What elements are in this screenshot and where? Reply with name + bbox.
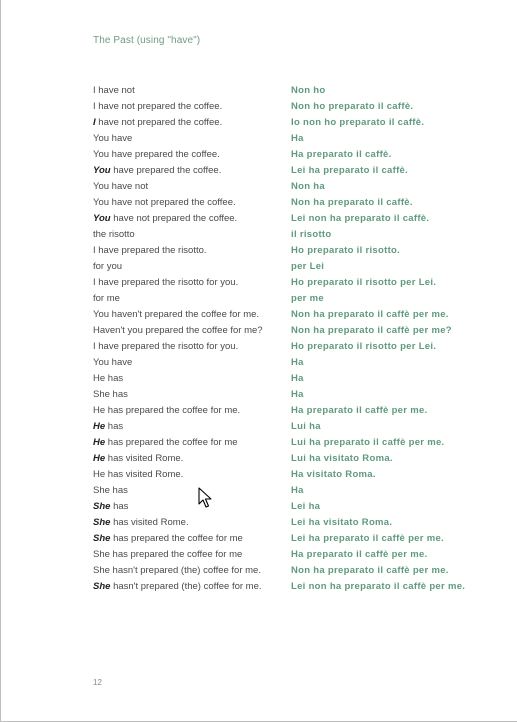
english-phrase (93, 451, 288, 467)
phrase-row (93, 419, 493, 435)
italian-phrase: Ha (291, 357, 304, 368)
emphasized-pronoun: You (93, 165, 111, 176)
english-text: You have prepared the coffee. (93, 149, 220, 160)
phrase-row (93, 483, 493, 499)
english-phrase (93, 115, 288, 131)
phrase-row (93, 243, 493, 259)
italian-phrase: Non ha preparato il caffè per me. (291, 565, 449, 576)
italian-phrase: Non ho preparato il caffè. (291, 101, 414, 112)
english-phrase (93, 579, 288, 595)
emphasized-pronoun: She (93, 533, 111, 544)
english-phrase (93, 147, 288, 163)
english-phrase (93, 371, 288, 387)
english-phrase (93, 403, 288, 419)
english-phrase (93, 211, 288, 227)
english-phrase (93, 483, 288, 499)
english-phrase (93, 179, 288, 195)
phrase-row (93, 323, 493, 339)
english-text: You have (93, 133, 133, 144)
italian-phrase: Non ho (291, 85, 326, 96)
emphasized-pronoun: He (93, 421, 106, 432)
italian-phrase: Ha (291, 485, 304, 496)
english-phrase (93, 99, 288, 115)
italian-phrase: Ho preparato il risotto. (291, 245, 401, 256)
english-phrase (93, 243, 288, 259)
italian-phrase: Non ha preparato il caffè per me? (291, 325, 452, 336)
english-text: have prepared the coffee. (110, 165, 222, 176)
english-text: have not prepared the coffee. (95, 117, 223, 128)
phrase-row (93, 99, 493, 115)
phrase-row (93, 467, 493, 483)
english-phrase (93, 467, 288, 483)
phrase-row (93, 195, 493, 211)
emphasized-pronoun: He (93, 437, 106, 448)
italian-phrase: Non ha (291, 181, 325, 192)
english-text: for you (93, 261, 123, 272)
phrase-list (93, 83, 493, 595)
phrase-row (93, 147, 493, 163)
english-text: has (105, 421, 124, 432)
english-phrase (93, 323, 288, 339)
english-phrase (93, 531, 288, 547)
english-text: hasn't prepared (the) coffee for me. (110, 581, 262, 592)
phrase-row (93, 259, 493, 275)
english-phrase (93, 339, 288, 355)
phrase-row (93, 179, 493, 195)
phrase-row (93, 163, 493, 179)
english-phrase (93, 163, 288, 179)
english-text: Haven't you prepared the coffee for me? (93, 325, 263, 336)
english-phrase (93, 227, 288, 243)
phrase-row (93, 211, 493, 227)
phrase-row (93, 307, 493, 323)
emphasized-pronoun: He (93, 453, 106, 464)
english-phrase (93, 499, 288, 515)
english-phrase (93, 563, 288, 579)
phrase-row (93, 131, 493, 147)
italian-phrase: Ho preparato il risotto per Lei. (291, 341, 437, 352)
english-phrase (93, 275, 288, 291)
english-text: I have not prepared the coffee. (93, 101, 223, 112)
phrase-row (93, 339, 493, 355)
page-number: 12 (93, 678, 102, 687)
italian-phrase: Ha (291, 133, 304, 144)
english-text: has prepared the coffee for me (110, 533, 243, 544)
english-text: She has (93, 485, 128, 496)
italian-phrase: per Lei (291, 261, 325, 272)
english-text: has prepared the coffee for me (105, 437, 238, 448)
english-phrase (93, 515, 288, 531)
english-text: He has (93, 373, 124, 384)
english-text: She hasn't prepared (the) coffee for me. (93, 565, 261, 576)
italian-phrase: Ho preparato il risotto per Lei. (291, 277, 437, 288)
phrase-row (93, 435, 493, 451)
page-header: The Past (using "have") (93, 35, 201, 46)
english-text: You have not prepared the coffee. (93, 197, 236, 208)
english-text: I have not (93, 85, 135, 96)
phrase-row (93, 227, 493, 243)
phrase-row (93, 531, 493, 547)
english-text: You have (93, 357, 133, 368)
italian-phrase: Lei non ha preparato il caffè. (291, 213, 430, 224)
english-phrase (93, 83, 288, 99)
italian-phrase: Lei ha preparato il caffè. (291, 165, 409, 176)
italian-phrase: Lui ha (291, 421, 321, 432)
italian-phrase: Ha preparato il caffè per me. (291, 549, 428, 560)
phrase-row (93, 403, 493, 419)
english-phrase (93, 259, 288, 275)
english-text: I have prepared the risotto for you. (93, 277, 239, 288)
emphasized-pronoun: She (93, 517, 111, 528)
italian-phrase: il risotto (291, 229, 332, 240)
english-text: has (110, 501, 129, 512)
italian-phrase: Lui ha preparato il caffè per me. (291, 437, 445, 448)
phrase-row (93, 275, 493, 291)
phrase-row (93, 83, 493, 99)
english-phrase (93, 355, 288, 371)
phrase-row (93, 291, 493, 307)
phrase-row (93, 371, 493, 387)
english-text: has visited Rome. (105, 453, 184, 464)
english-phrase (93, 131, 288, 147)
phrase-row (93, 387, 493, 403)
italian-phrase: per me (291, 293, 324, 304)
phrase-row (93, 563, 493, 579)
emphasized-pronoun: She (93, 581, 111, 592)
italian-phrase: Ha preparato il caffè. (291, 149, 392, 160)
italian-phrase: Ha (291, 373, 304, 384)
english-phrase (93, 419, 288, 435)
emphasized-pronoun: She (93, 501, 111, 512)
italian-phrase: Lei ha preparato il caffè per me. (291, 533, 444, 544)
italian-phrase: Lei ha visitato Roma. (291, 517, 393, 528)
italian-phrase: Lei ha (291, 501, 321, 512)
mouse-pointer-icon (198, 487, 212, 509)
italian-phrase: Non ha preparato il caffè per me. (291, 309, 449, 320)
english-phrase (93, 435, 288, 451)
italian-phrase: Lui ha visitato Roma. (291, 453, 393, 464)
italian-phrase: Ha preparato il caffè per me. (291, 405, 428, 416)
english-phrase (93, 547, 288, 563)
english-text: She has prepared the coffee for me (93, 549, 243, 560)
english-text: the risotto (93, 229, 135, 240)
italian-phrase: Ha (291, 389, 304, 400)
emphasized-pronoun: You (93, 213, 111, 224)
phrase-row (93, 515, 493, 531)
phrase-row (93, 579, 493, 595)
phrase-row (93, 451, 493, 467)
phrase-row (93, 499, 493, 515)
italian-phrase: Non ha preparato il caffè. (291, 197, 413, 208)
english-text: has visited Rome. (110, 517, 189, 528)
italian-phrase: Io non ho preparato il caffè. (291, 117, 425, 128)
english-text: have not prepared the coffee. (110, 213, 238, 224)
english-phrase (93, 195, 288, 211)
emphasized-pronoun: I (93, 117, 96, 128)
english-text: for me (93, 293, 120, 304)
phrase-row (93, 115, 493, 131)
english-phrase (93, 291, 288, 307)
italian-phrase: Lei non ha preparato il caffè per me. (291, 581, 466, 592)
english-text: He has prepared the coffee for me. (93, 405, 241, 416)
italian-phrase: Ha visitato Roma. (291, 469, 376, 480)
english-text: I have prepared the risotto. (93, 245, 207, 256)
english-phrase (93, 387, 288, 403)
english-text: He has visited Rome. (93, 469, 184, 480)
english-phrase (93, 307, 288, 323)
english-text: I have prepared the risotto for you. (93, 341, 239, 352)
phrase-row (93, 355, 493, 371)
english-text: She has (93, 389, 128, 400)
english-text: You haven't prepared the coffee for me. (93, 309, 260, 320)
phrase-row (93, 547, 493, 563)
english-text: You have not (93, 181, 149, 192)
